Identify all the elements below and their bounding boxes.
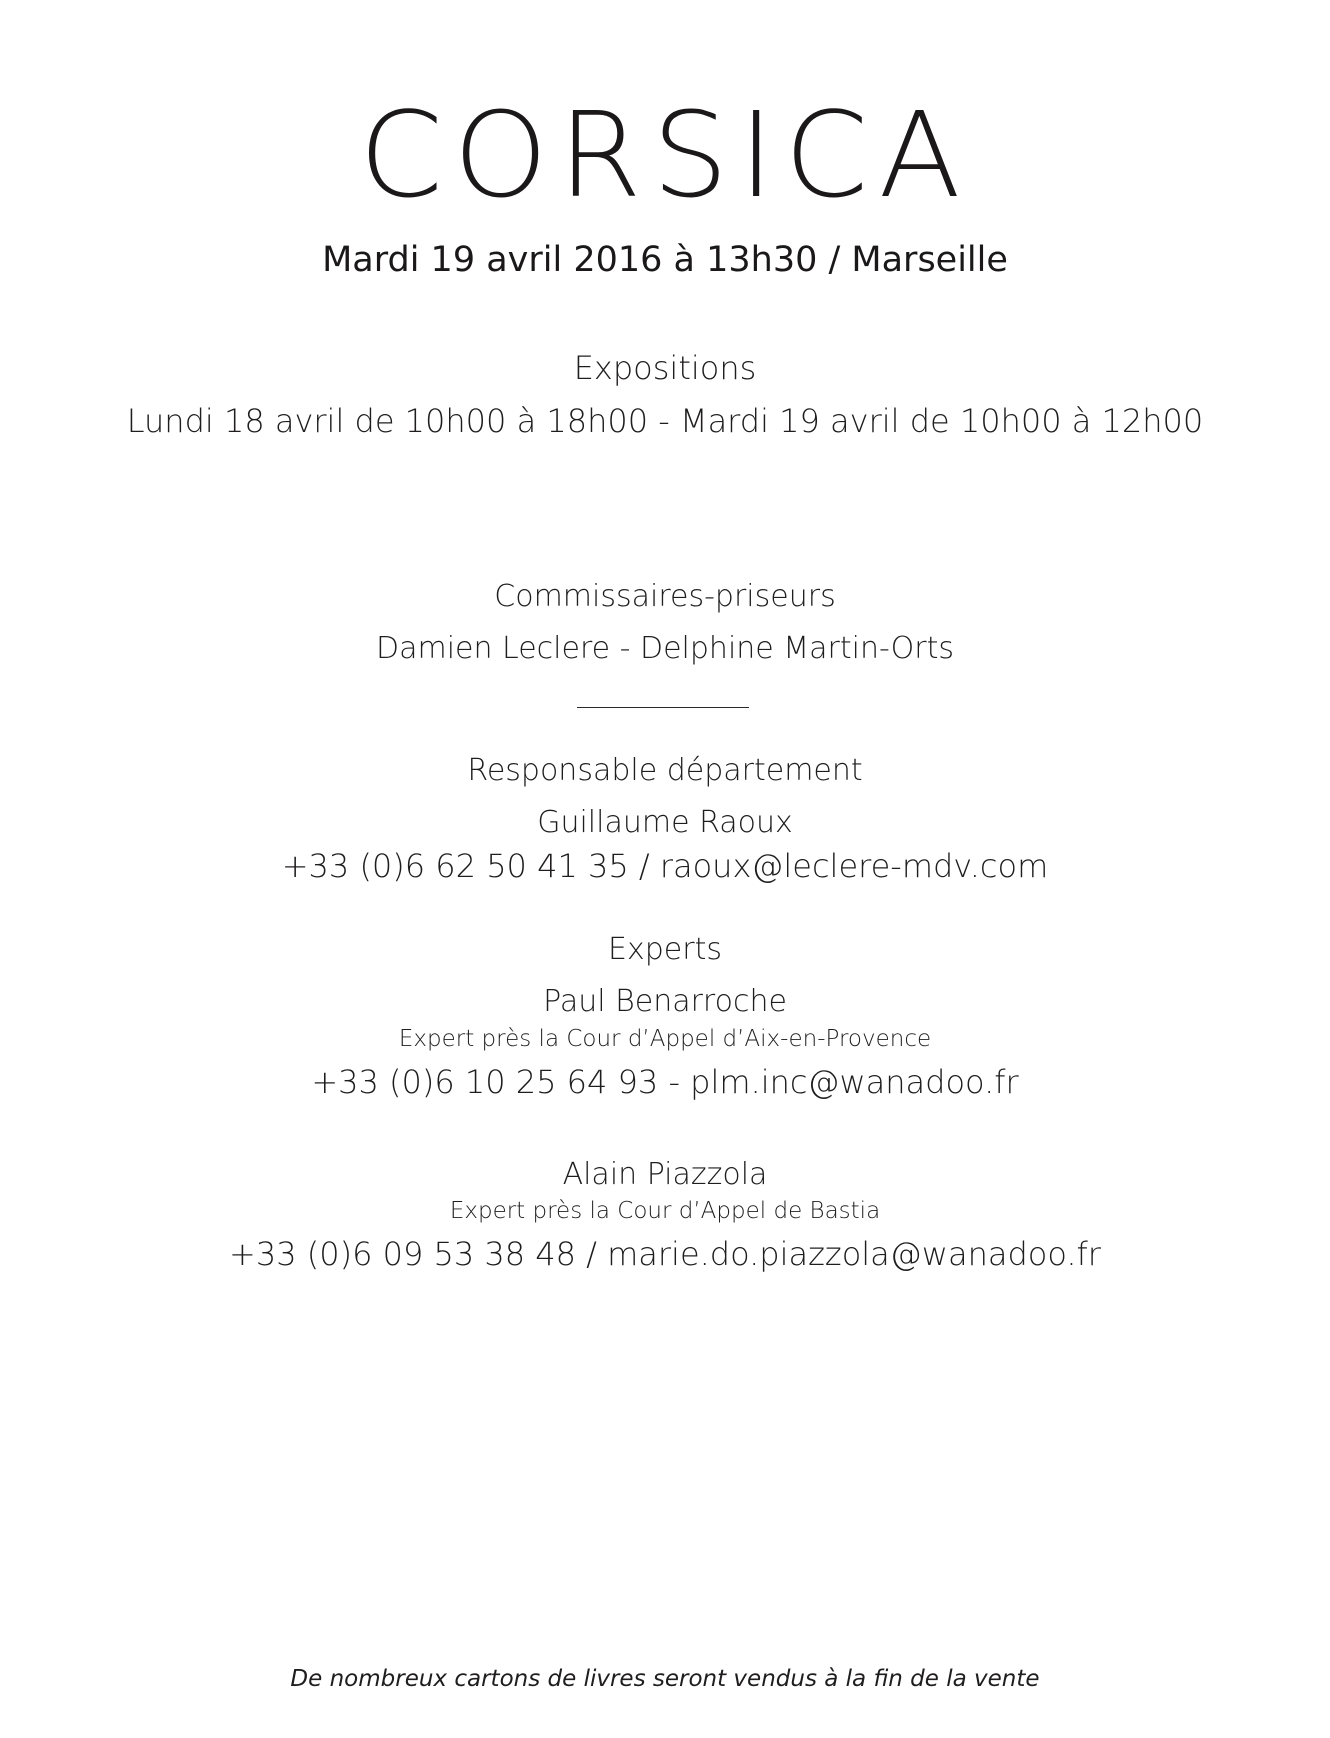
experts-heading: Experts bbox=[608, 932, 722, 967]
footer-note: De nombreux cartons de livres seront vendus à la fin de la vente bbox=[290, 1666, 1040, 1692]
exhibitions-schedule: Lundi 18 avril de 10h00 à 18h00 - Mardi 19 avril de 10h00 à 12h00 bbox=[126, 402, 1204, 440]
sale-date-location: Mardi 19 avril 2016 à 13h30 / Marseille bbox=[322, 240, 1008, 280]
page-title: CORSICA bbox=[358, 86, 972, 224]
expert-name: Alain Piazzola bbox=[562, 1157, 768, 1192]
department-heading: Responsable département bbox=[467, 753, 863, 788]
expert-contact: +33 (0)6 09 53 38 48 / marie.do.piazzola@wanadoo.fr bbox=[229, 1235, 1101, 1273]
department-manager-contact: +33 (0)6 62 50 41 35 / raoux@leclere-mdv.com bbox=[281, 847, 1049, 885]
auctioneers-heading: Commissaires-priseurs bbox=[494, 579, 836, 614]
expert-contact: +33 (0)6 10 25 64 93 - plm.inc@wanadoo.fr bbox=[311, 1063, 1019, 1101]
exhibitions-heading: Expositions bbox=[573, 349, 757, 387]
department-manager-name: Guillaume Raoux bbox=[537, 805, 793, 840]
expert-role: Expert près la Cour d’Appel d’Aix-en-Provence bbox=[398, 1026, 932, 1052]
section-divider bbox=[577, 707, 749, 708]
auctioneers-names: Damien Leclere - Delphine Martin-Orts bbox=[375, 631, 954, 666]
expert-name: Paul Benarroche bbox=[543, 984, 787, 1019]
expert-role: Expert près la Cour d’Appel de Bastia bbox=[449, 1198, 881, 1224]
